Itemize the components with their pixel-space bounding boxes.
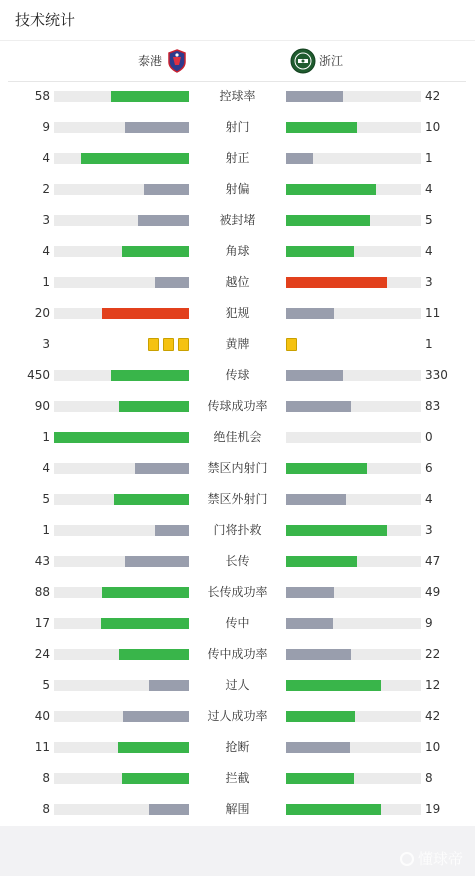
home-bar-track — [54, 711, 189, 722]
home-value: 9 — [42, 120, 50, 134]
stat-row — [0, 639, 475, 670]
away-bar-track — [286, 494, 421, 505]
stat-row — [0, 484, 475, 515]
watermark-text: 懂球帝 — [417, 850, 463, 868]
away-value: 0 — [425, 430, 433, 444]
away-bar-fill — [286, 308, 334, 319]
stat-label: 过人 — [225, 678, 250, 692]
home-bar-fill — [155, 525, 189, 536]
away-value: 4 — [425, 182, 433, 196]
stat-row — [0, 391, 475, 422]
title-divider — [0, 40, 475, 41]
stat-label: 角球 — [225, 244, 250, 258]
away-bar-track — [286, 463, 421, 474]
away-bar-fill — [286, 804, 381, 815]
away-bar-fill — [286, 525, 387, 536]
away-bar-track — [286, 525, 421, 536]
stat-row — [0, 174, 475, 205]
yellow-card-icon — [286, 338, 297, 351]
home-bar-track — [54, 246, 189, 257]
home-value: 3 — [42, 337, 50, 351]
away-value: 1 — [425, 337, 433, 351]
home-value: 8 — [42, 771, 50, 785]
home-value: 40 — [34, 709, 50, 723]
stats-list — [0, 81, 475, 825]
away-bar-fill — [286, 215, 370, 226]
home-bar-track — [54, 680, 189, 691]
home-bar-fill — [125, 556, 190, 567]
away-team-logo-icon[interactable] — [290, 48, 316, 74]
stat-row — [0, 453, 475, 484]
away-bar-track — [286, 215, 421, 226]
away-bar-track — [286, 587, 421, 598]
stat-label: 长传成功率 — [207, 585, 268, 599]
away-value: 9 — [425, 616, 433, 630]
stat-row — [0, 422, 475, 453]
stat-row — [0, 298, 475, 329]
stat-row — [0, 81, 475, 112]
home-bar-fill — [149, 680, 189, 691]
away-value: 6 — [425, 461, 433, 475]
home-bar-track — [54, 525, 189, 536]
home-value: 4 — [42, 244, 50, 258]
stat-label: 犯规 — [225, 306, 250, 320]
home-value: 58 — [34, 89, 50, 103]
away-team-name[interactable]: 浙江 — [319, 54, 344, 68]
away-bar-track — [286, 277, 421, 288]
home-value: 8 — [42, 802, 50, 816]
away-value: 11 — [425, 306, 441, 320]
away-bar-track — [286, 246, 421, 257]
stat-label: 禁区外射门 — [207, 492, 268, 506]
away-value: 3 — [425, 275, 433, 289]
away-bar-fill — [286, 742, 350, 753]
home-value: 1 — [42, 523, 50, 537]
home-value: 43 — [34, 554, 50, 568]
stat-label: 解围 — [225, 802, 250, 816]
team-header — [0, 45, 475, 79]
away-bar-track — [286, 91, 421, 102]
away-bar-fill — [286, 184, 376, 195]
stat-label: 抢断 — [225, 740, 250, 754]
away-bar-track — [286, 649, 421, 660]
home-value: 450 — [27, 368, 50, 382]
stat-row — [0, 329, 475, 360]
home-bar-track — [54, 277, 189, 288]
home-bar-track — [54, 122, 189, 133]
away-bar-track — [286, 370, 421, 381]
home-value: 3 — [42, 213, 50, 227]
away-bar-track — [286, 773, 421, 784]
home-bar-track — [54, 184, 189, 195]
away-bar-track — [286, 308, 421, 319]
stat-label: 过人成功率 — [207, 709, 268, 723]
away-value: 49 — [425, 585, 441, 599]
home-bar-fill — [123, 711, 189, 722]
yellow-card-icon — [163, 338, 174, 351]
away-bar-fill — [286, 618, 333, 629]
home-team-logo-icon[interactable] — [167, 49, 187, 73]
away-value: 5 — [425, 213, 433, 227]
away-value: 4 — [425, 492, 433, 506]
stat-label: 传球成功率 — [207, 399, 268, 413]
home-bar-fill — [149, 804, 189, 815]
home-bar-track — [54, 91, 189, 102]
stat-label: 射门 — [225, 120, 250, 134]
away-bar-fill — [286, 494, 346, 505]
stat-row — [0, 205, 475, 236]
home-bar-track — [54, 401, 189, 412]
home-value: 90 — [34, 399, 50, 413]
home-value: 1 — [42, 275, 50, 289]
stat-row — [0, 236, 475, 267]
home-bar-fill — [102, 587, 189, 598]
stat-row — [0, 267, 475, 298]
away-bar-track — [286, 153, 421, 164]
away-bar-fill — [286, 711, 355, 722]
stat-label: 传中 — [225, 616, 250, 630]
away-value: 3 — [425, 523, 433, 537]
home-value: 11 — [34, 740, 50, 754]
page-title: 技术统计 — [15, 11, 76, 29]
away-bar-fill — [286, 773, 354, 784]
stat-row — [0, 608, 475, 639]
away-value: 4 — [425, 244, 433, 258]
away-bar-fill — [286, 401, 351, 412]
home-value: 20 — [34, 306, 50, 320]
stat-label: 传球 — [225, 368, 250, 382]
home-bar-track — [54, 556, 189, 567]
stat-row — [0, 794, 475, 825]
away-bar-track — [286, 401, 421, 412]
away-bar-track — [286, 556, 421, 567]
home-bar-track — [54, 153, 189, 164]
stat-label: 被封堵 — [219, 213, 256, 227]
home-bar-fill — [155, 277, 189, 288]
home-bar-fill — [118, 742, 189, 753]
stat-row — [0, 515, 475, 546]
home-bar-fill — [114, 494, 189, 505]
home-bar-fill — [119, 649, 189, 660]
away-bar-fill — [286, 277, 387, 288]
home-bar-fill — [122, 246, 190, 257]
home-bar-fill — [122, 773, 190, 784]
home-value: 17 — [34, 616, 50, 630]
home-bar-track — [54, 308, 189, 319]
away-value: 12 — [425, 678, 441, 692]
away-bar-fill — [286, 680, 381, 691]
away-value: 42 — [425, 89, 441, 103]
home-bar-fill — [102, 308, 189, 319]
home-bar-track — [54, 649, 189, 660]
away-value: 19 — [425, 802, 441, 816]
stat-row — [0, 546, 475, 577]
stat-label: 黄牌 — [225, 337, 250, 351]
home-bar-track — [54, 494, 189, 505]
away-value: 330 — [425, 368, 448, 382]
home-bar-track — [54, 804, 189, 815]
stat-label: 越位 — [225, 275, 250, 289]
home-bar-track — [54, 215, 189, 226]
away-value: 10 — [425, 740, 441, 754]
home-value: 1 — [42, 430, 50, 444]
away-bar-fill — [286, 91, 343, 102]
home-bar-fill — [125, 122, 189, 133]
home-bar-fill — [101, 618, 189, 629]
home-bar-fill — [144, 184, 189, 195]
home-team-name[interactable]: 泰港 — [137, 54, 162, 68]
away-value: 47 — [425, 554, 441, 568]
stat-row — [0, 670, 475, 701]
away-yellow-cards — [286, 338, 297, 351]
home-bar-track — [54, 463, 189, 474]
home-bar-fill — [135, 463, 189, 474]
stat-row — [0, 577, 475, 608]
away-value: 10 — [425, 120, 441, 134]
away-value: 22 — [425, 647, 441, 661]
home-value: 2 — [42, 182, 50, 196]
away-bar-track — [286, 432, 421, 443]
away-bar-fill — [286, 556, 357, 567]
home-bar-track — [54, 742, 189, 753]
away-bar-track — [286, 122, 421, 133]
stat-label: 射偏 — [225, 182, 250, 196]
away-bar-fill — [286, 246, 354, 257]
away-bar-fill — [286, 587, 334, 598]
home-bar-fill — [119, 401, 189, 412]
home-yellow-cards — [148, 338, 189, 351]
home-value: 5 — [42, 492, 50, 506]
away-bar-fill — [286, 153, 313, 164]
away-value: 8 — [425, 771, 433, 785]
away-value: 1 — [425, 151, 433, 165]
home-bar-track — [54, 432, 189, 443]
home-bar-track — [54, 370, 189, 381]
home-value: 4 — [42, 151, 50, 165]
stat-label: 拦截 — [225, 771, 250, 785]
home-value: 4 — [42, 461, 50, 475]
stat-label: 传中成功率 — [207, 647, 268, 661]
watermark-logo-icon — [400, 852, 414, 866]
yellow-card-icon — [148, 338, 159, 351]
stat-row — [0, 112, 475, 143]
away-bar-fill — [286, 122, 357, 133]
away-bar-fill — [286, 370, 343, 381]
watermark — [400, 848, 463, 869]
stat-label: 射正 — [225, 151, 250, 165]
footer — [0, 826, 475, 876]
away-bar-track — [286, 618, 421, 629]
stat-label: 控球率 — [219, 89, 256, 103]
away-bar-track — [286, 742, 421, 753]
stat-row — [0, 732, 475, 763]
home-bar-fill — [111, 370, 189, 381]
home-bar-fill — [54, 432, 189, 443]
stat-row — [0, 143, 475, 174]
home-value: 5 — [42, 678, 50, 692]
away-bar-fill — [286, 649, 351, 660]
yellow-card-icon — [178, 338, 189, 351]
stat-row — [0, 763, 475, 794]
home-value: 88 — [34, 585, 50, 599]
stat-label: 长传 — [225, 554, 250, 568]
home-bar-track — [54, 618, 189, 629]
away-bar-track — [286, 711, 421, 722]
home-bar-track — [54, 587, 189, 598]
away-bar-track — [286, 804, 421, 815]
stat-label: 门将扑救 — [213, 523, 262, 537]
stat-row — [0, 701, 475, 732]
home-bar-fill — [138, 215, 189, 226]
away-bar-track — [286, 184, 421, 195]
stat-row — [0, 360, 475, 391]
home-bar-fill — [111, 91, 189, 102]
home-bar-fill — [81, 153, 189, 164]
stat-label: 禁区内射门 — [207, 461, 268, 475]
home-bar-track — [54, 773, 189, 784]
away-bar-fill — [286, 463, 367, 474]
stat-label: 绝佳机会 — [213, 430, 262, 444]
away-value: 42 — [425, 709, 441, 723]
away-value: 83 — [425, 399, 441, 413]
away-bar-track — [286, 680, 421, 691]
home-value: 24 — [34, 647, 50, 661]
